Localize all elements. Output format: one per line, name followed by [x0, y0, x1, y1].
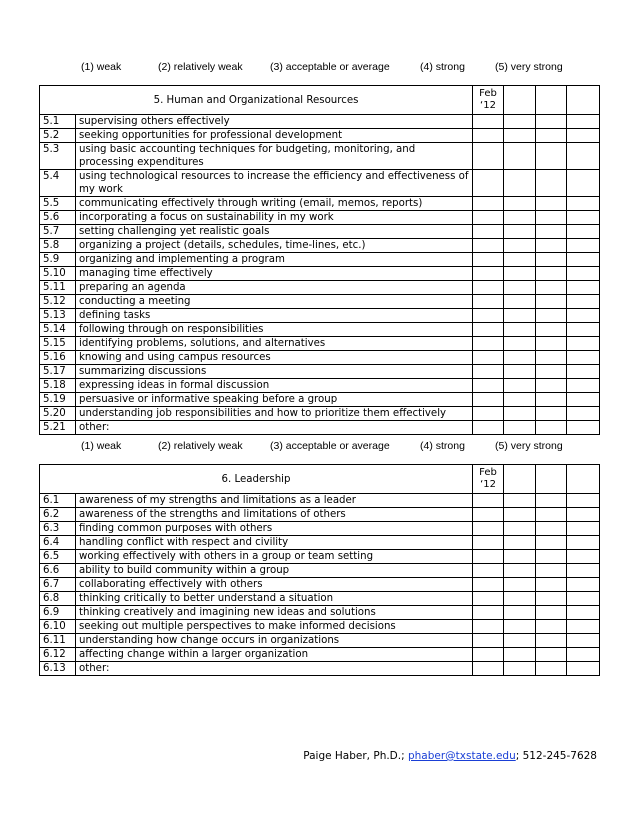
- rating-cell[interactable]: [536, 648, 567, 662]
- rating-cell[interactable]: [473, 634, 504, 648]
- rating-cell[interactable]: [504, 634, 536, 648]
- rating-cell[interactable]: [504, 170, 536, 197]
- rating-cell[interactable]: [567, 170, 600, 197]
- rating-cell[interactable]: [536, 592, 567, 606]
- rating-cell[interactable]: [504, 379, 536, 393]
- footer-contact: [303, 750, 597, 762]
- rating-cell[interactable]: [536, 351, 567, 365]
- table-row: [40, 578, 600, 592]
- rating-column-header: [567, 465, 600, 494]
- rating-cell[interactable]: [536, 211, 567, 225]
- item-number: 6.5: [40, 550, 76, 564]
- item-number: 6.9: [40, 606, 76, 620]
- item-number: 6.13: [40, 662, 76, 676]
- rating-cell[interactable]: [504, 211, 536, 225]
- item-number: 5.16: [40, 351, 76, 365]
- rating-cell[interactable]: [504, 592, 536, 606]
- item-text: awareness of my strengths and limitations as a leader: [76, 494, 473, 508]
- item-number: 5.20: [40, 407, 76, 421]
- item-number: 6.11: [40, 634, 76, 648]
- item-text: managing time effectively: [76, 267, 473, 281]
- rating-cell[interactable]: [473, 239, 504, 253]
- table-row: [40, 407, 600, 421]
- rating-cell[interactable]: [504, 508, 536, 522]
- table-row: [40, 508, 600, 522]
- rating-column-header: [504, 465, 536, 494]
- table-row: [40, 225, 600, 239]
- rating-cell[interactable]: [473, 522, 504, 536]
- rating-cell[interactable]: [536, 295, 567, 309]
- item-text: thinking critically to better understand a situation: [76, 592, 473, 606]
- rating-column-header: [504, 86, 536, 115]
- table-row: [40, 550, 600, 564]
- item-text: persuasive or informative speaking before a group: [76, 393, 473, 407]
- rating-cell[interactable]: [504, 536, 536, 550]
- item-text: defining tasks: [76, 309, 473, 323]
- table-row: [40, 494, 600, 508]
- footer-email-link[interactable]: phaber@txstate.edu: [407, 750, 516, 762]
- rating-cell[interactable]: [567, 197, 600, 211]
- rating-cell[interactable]: [473, 536, 504, 550]
- rating-cell[interactable]: [473, 508, 504, 522]
- item-text: other:: [76, 421, 473, 435]
- table-row: [40, 170, 600, 197]
- rating-cell[interactable]: [536, 407, 567, 421]
- rating-cell[interactable]: [536, 365, 567, 379]
- scale-label-strong: (4) strong: [420, 61, 465, 73]
- rating-cell[interactable]: [567, 536, 600, 550]
- rating-cell[interactable]: [567, 239, 600, 253]
- rating-cell[interactable]: [567, 129, 600, 143]
- item-text: organizing and implementing a program: [76, 253, 473, 267]
- item-text: conducting a meeting: [76, 295, 473, 309]
- rating-cell[interactable]: [504, 197, 536, 211]
- item-text: seeking out multiple perspectives to make informed decisions: [76, 620, 473, 634]
- item-text: other:: [76, 662, 473, 676]
- rating-cell[interactable]: [473, 648, 504, 662]
- rating-cell[interactable]: [536, 508, 567, 522]
- rating-cell[interactable]: [536, 143, 567, 170]
- item-number: 6.10: [40, 620, 76, 634]
- item-number: 5.9: [40, 253, 76, 267]
- table-row: [40, 129, 600, 143]
- table-row: [40, 522, 600, 536]
- item-number: 5.6: [40, 211, 76, 225]
- scale-label-strong: (4) strong: [420, 440, 465, 452]
- table-row: [40, 379, 600, 393]
- table-row: [40, 606, 600, 620]
- item-number: 6.6: [40, 564, 76, 578]
- item-number: 6.12: [40, 648, 76, 662]
- rating-cell[interactable]: [536, 253, 567, 267]
- rating-cell[interactable]: [567, 225, 600, 239]
- table-row: [40, 393, 600, 407]
- item-text: working effectively with others in a group or team setting: [76, 550, 473, 564]
- rating-cell[interactable]: [473, 170, 504, 197]
- rating-cell[interactable]: [504, 578, 536, 592]
- rating-cell[interactable]: [473, 225, 504, 239]
- item-number: 5.3: [40, 143, 76, 170]
- rating-cell[interactable]: [567, 407, 600, 421]
- rating-cell[interactable]: [536, 281, 567, 295]
- date-year: ‘12: [480, 479, 496, 490]
- rating-cell[interactable]: [473, 365, 504, 379]
- rating-cell[interactable]: [504, 281, 536, 295]
- table-row: [40, 253, 600, 267]
- rating-cell[interactable]: [567, 143, 600, 170]
- rating-cell[interactable]: [567, 309, 600, 323]
- rating-cell[interactable]: [536, 239, 567, 253]
- item-number: 5.17: [40, 365, 76, 379]
- rating-cell[interactable]: [504, 620, 536, 634]
- rating-cell[interactable]: [567, 421, 600, 435]
- rating-cell[interactable]: [536, 634, 567, 648]
- rating-cell[interactable]: [567, 267, 600, 281]
- footer-author: Paige Haber, Ph.D.;: [303, 750, 408, 762]
- rating-cell[interactable]: [504, 662, 536, 676]
- rating-cell[interactable]: [567, 662, 600, 676]
- rating-cell[interactable]: [504, 143, 536, 170]
- rating-cell[interactable]: [536, 606, 567, 620]
- rating-cell[interactable]: [473, 295, 504, 309]
- rating-cell[interactable]: [536, 522, 567, 536]
- scale-label-weak: (1) weak: [81, 440, 122, 452]
- item-number: 6.4: [40, 536, 76, 550]
- scale-label-relatively-weak: (2) relatively weak: [158, 61, 243, 73]
- item-text: knowing and using campus resources: [76, 351, 473, 365]
- rating-cell[interactable]: [473, 281, 504, 295]
- scale-label-weak: (1) weak: [81, 61, 122, 73]
- rating-cell[interactable]: [504, 323, 536, 337]
- table-row: [40, 634, 600, 648]
- rating-cell[interactable]: [536, 393, 567, 407]
- rating-cell[interactable]: [567, 115, 600, 129]
- table-row: [40, 662, 600, 676]
- rating-cell[interactable]: [504, 393, 536, 407]
- rating-cell[interactable]: [536, 379, 567, 393]
- rating-cell[interactable]: [504, 522, 536, 536]
- item-number: 5.8: [40, 239, 76, 253]
- rating-cell[interactable]: [536, 620, 567, 634]
- rating-cell[interactable]: [536, 337, 567, 351]
- item-number: 5.14: [40, 323, 76, 337]
- rating-cell[interactable]: [473, 578, 504, 592]
- item-number: 5.21: [40, 421, 76, 435]
- rating-cell[interactable]: [567, 295, 600, 309]
- rating-cell[interactable]: [567, 365, 600, 379]
- rating-cell[interactable]: [536, 115, 567, 129]
- rating-cell[interactable]: [473, 115, 504, 129]
- rating-cell[interactable]: [567, 393, 600, 407]
- item-number: 5.15: [40, 337, 76, 351]
- rating-cell[interactable]: [473, 129, 504, 143]
- rating-cell[interactable]: [473, 351, 504, 365]
- table-row: [40, 421, 600, 435]
- rating-cell[interactable]: [567, 281, 600, 295]
- table-row: [40, 197, 600, 211]
- table-row: [40, 143, 600, 170]
- rating-cell[interactable]: [536, 129, 567, 143]
- footer-phone: ; 512-245-7628: [515, 750, 597, 762]
- date-column-header: [473, 465, 504, 494]
- table-row: [40, 323, 600, 337]
- rating-cell[interactable]: [536, 225, 567, 239]
- table-row: [40, 351, 600, 365]
- table-row: [40, 592, 600, 606]
- table-row: [40, 211, 600, 225]
- rating-cell[interactable]: [504, 648, 536, 662]
- scale-label-acceptable: (3) acceptable or average: [270, 440, 390, 452]
- item-text: identifying problems, solutions, and alternatives: [76, 337, 473, 351]
- item-text: finding common purposes with others: [76, 522, 473, 536]
- rating-cell[interactable]: [473, 393, 504, 407]
- rating-cell[interactable]: [567, 323, 600, 337]
- rating-cell[interactable]: [536, 494, 567, 508]
- scale-label-very-strong: (5) very strong: [495, 440, 563, 452]
- table-row: [40, 620, 600, 634]
- rating-cell[interactable]: [504, 550, 536, 564]
- date-year: ‘12: [480, 100, 496, 111]
- rating-cell[interactable]: [473, 309, 504, 323]
- rating-cell[interactable]: [473, 564, 504, 578]
- rating-scale-legend: [0, 61, 638, 75]
- item-text: preparing an agenda: [76, 281, 473, 295]
- rating-cell[interactable]: [536, 323, 567, 337]
- item-number: 6.1: [40, 494, 76, 508]
- item-number: 5.13: [40, 309, 76, 323]
- item-text: understanding job responsibilities and how to prioritize them effectively: [76, 407, 473, 421]
- rating-cell[interactable]: [504, 421, 536, 435]
- rating-cell[interactable]: [504, 564, 536, 578]
- rating-cell[interactable]: [567, 351, 600, 365]
- table-row: [40, 281, 600, 295]
- item-number: 5.11: [40, 281, 76, 295]
- item-number: 5.5: [40, 197, 76, 211]
- item-text: understanding how change occurs in organizations: [76, 634, 473, 648]
- date-column-header: [473, 86, 504, 115]
- rating-cell[interactable]: [504, 253, 536, 267]
- item-text: collaborating effectively with others: [76, 578, 473, 592]
- rating-cell[interactable]: [473, 606, 504, 620]
- rating-cell[interactable]: [567, 211, 600, 225]
- item-text: summarizing discussions: [76, 365, 473, 379]
- rating-cell[interactable]: [536, 309, 567, 323]
- rating-cell[interactable]: [567, 522, 600, 536]
- rating-cell[interactable]: [504, 115, 536, 129]
- rating-scale-legend: [0, 440, 638, 454]
- date-month: Feb: [479, 88, 497, 99]
- item-text: using basic accounting techniques for budgeting, monitoring, and processing expenditures: [76, 143, 473, 170]
- rating-column-header: [567, 86, 600, 115]
- item-number: 5.4: [40, 170, 76, 197]
- item-text: organizing a project (details, schedules, time-lines, etc.): [76, 239, 473, 253]
- rating-cell[interactable]: [473, 337, 504, 351]
- rating-cell[interactable]: [567, 578, 600, 592]
- rating-cell[interactable]: [567, 606, 600, 620]
- section-5-rating-table: [39, 85, 600, 435]
- rating-cell[interactable]: [536, 421, 567, 435]
- rating-cell[interactable]: [567, 337, 600, 351]
- table-row: [40, 295, 600, 309]
- rating-cell[interactable]: [504, 309, 536, 323]
- scale-label-relatively-weak: (2) relatively weak: [158, 440, 243, 452]
- rating-cell[interactable]: [473, 253, 504, 267]
- table-row: [40, 115, 600, 129]
- rating-cell[interactable]: [504, 225, 536, 239]
- item-number: 5.19: [40, 393, 76, 407]
- rating-cell[interactable]: [567, 564, 600, 578]
- rating-cell[interactable]: [567, 550, 600, 564]
- rating-cell[interactable]: [567, 648, 600, 662]
- rating-cell[interactable]: [567, 634, 600, 648]
- rating-cell[interactable]: [536, 170, 567, 197]
- item-number: 5.12: [40, 295, 76, 309]
- rating-column-header: [536, 86, 567, 115]
- rating-cell[interactable]: [473, 662, 504, 676]
- rating-cell[interactable]: [504, 606, 536, 620]
- section-6-rating-table: [39, 464, 600, 676]
- item-text: communicating effectively through writing (email, memos, reports): [76, 197, 473, 211]
- item-text: incorporating a focus on sustainability in my work: [76, 211, 473, 225]
- item-number: 5.10: [40, 267, 76, 281]
- item-text: using technological resources to increase the efficiency and effectiveness of my work: [76, 170, 473, 197]
- rating-cell[interactable]: [536, 564, 567, 578]
- rating-cell[interactable]: [473, 267, 504, 281]
- section-5-title: 5. Human and Organizational Resources: [40, 86, 473, 115]
- rating-cell[interactable]: [567, 592, 600, 606]
- rating-cell[interactable]: [504, 407, 536, 421]
- item-text: thinking creatively and imagining new ideas and solutions: [76, 606, 473, 620]
- scale-label-acceptable: (3) acceptable or average: [270, 61, 390, 73]
- item-number: 6.3: [40, 522, 76, 536]
- table-row: [40, 239, 600, 253]
- table-row: [40, 337, 600, 351]
- rating-cell[interactable]: [536, 578, 567, 592]
- rating-cell[interactable]: [504, 351, 536, 365]
- rating-cell[interactable]: [504, 267, 536, 281]
- item-text: supervising others effectively: [76, 115, 473, 129]
- item-text: following through on responsibilities: [76, 323, 473, 337]
- rating-cell[interactable]: [473, 592, 504, 606]
- item-text: handling conflict with respect and civility: [76, 536, 473, 550]
- item-text: ability to build community within a group: [76, 564, 473, 578]
- item-text: seeking opportunities for professional development: [76, 129, 473, 143]
- rating-cell[interactable]: [536, 550, 567, 564]
- item-text: awareness of the strengths and limitations of others: [76, 508, 473, 522]
- rating-cell[interactable]: [504, 129, 536, 143]
- rating-cell[interactable]: [504, 295, 536, 309]
- item-number: 5.1: [40, 115, 76, 129]
- rating-cell[interactable]: [504, 337, 536, 351]
- rating-cell[interactable]: [473, 620, 504, 634]
- rating-cell[interactable]: [473, 494, 504, 508]
- rating-cell[interactable]: [504, 494, 536, 508]
- table-row: [40, 564, 600, 578]
- rating-cell[interactable]: [536, 662, 567, 676]
- date-month: Feb: [479, 467, 497, 478]
- item-number: 5.2: [40, 129, 76, 143]
- table-row: [40, 309, 600, 323]
- rating-cell[interactable]: [473, 143, 504, 170]
- item-text: expressing ideas in formal discussion: [76, 379, 473, 393]
- table-row: [40, 267, 600, 281]
- rating-cell[interactable]: [536, 197, 567, 211]
- rating-cell[interactable]: [567, 508, 600, 522]
- rating-cell[interactable]: [473, 211, 504, 225]
- item-number: 6.2: [40, 508, 76, 522]
- rating-cell[interactable]: [473, 323, 504, 337]
- rating-cell[interactable]: [567, 253, 600, 267]
- rating-cell[interactable]: [504, 239, 536, 253]
- rating-cell[interactable]: [473, 421, 504, 435]
- rating-cell[interactable]: [473, 407, 504, 421]
- rating-cell[interactable]: [567, 620, 600, 634]
- item-number: 5.18: [40, 379, 76, 393]
- rating-cell[interactable]: [504, 365, 536, 379]
- rating-cell[interactable]: [536, 536, 567, 550]
- table-row: [40, 536, 600, 550]
- section-5-header-row: [40, 86, 600, 115]
- item-number: 6.8: [40, 592, 76, 606]
- item-number: 6.7: [40, 578, 76, 592]
- table-row: [40, 648, 600, 662]
- rating-cell[interactable]: [567, 379, 600, 393]
- item-number: 5.7: [40, 225, 76, 239]
- rating-cell[interactable]: [536, 267, 567, 281]
- table-row: [40, 365, 600, 379]
- rating-cell[interactable]: [473, 379, 504, 393]
- item-text: affecting change within a larger organization: [76, 648, 473, 662]
- section-6-header-row: [40, 465, 600, 494]
- item-text: setting challenging yet realistic goals: [76, 225, 473, 239]
- rating-cell[interactable]: [473, 550, 504, 564]
- rating-cell[interactable]: [567, 494, 600, 508]
- section-6-title: 6. Leadership: [40, 465, 473, 494]
- scale-label-very-strong: (5) very strong: [495, 61, 563, 73]
- rating-column-header: [536, 465, 567, 494]
- rating-cell[interactable]: [473, 197, 504, 211]
